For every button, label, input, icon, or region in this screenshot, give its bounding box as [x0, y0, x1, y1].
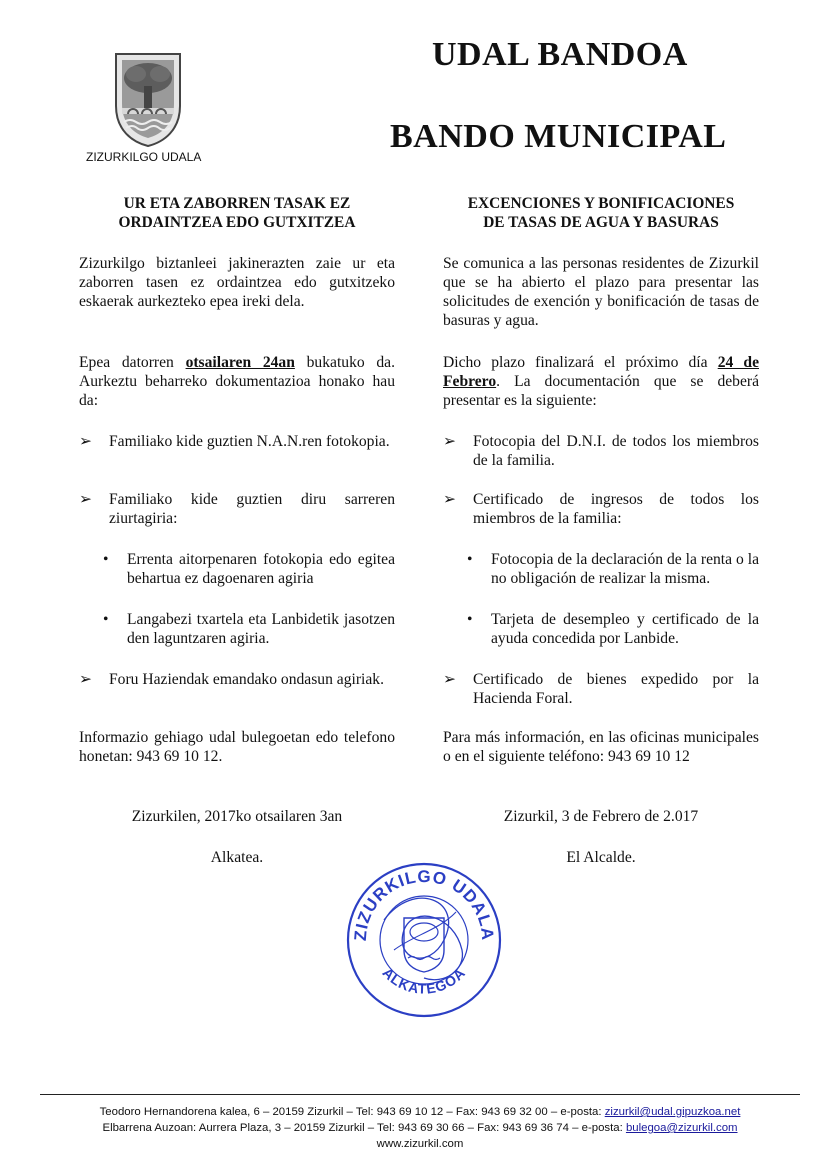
right-info: Para más información, en las oficinas municipales o en el siguiente teléfono: 943 69 10 12	[443, 729, 759, 765]
right-item-2-text: Certificado de ingresos de todos los miembros de la familia:	[473, 491, 759, 527]
right-item-1-text: Fotocopia del D.N.I. de todos los miembros de la familia.	[473, 433, 759, 469]
left-item-2-text: Familiako kide guztien diru sarreren ziurtagiria:	[109, 491, 395, 527]
right-item-2	[443, 490, 759, 530]
left-item-1	[79, 432, 395, 472]
title-basque: UDAL BANDOA	[432, 36, 688, 73]
right-deadline-post: . La documentación que se deberá presentar es la siguiente:	[443, 373, 759, 409]
right-sub-1	[443, 550, 759, 590]
right-sub-2	[443, 610, 759, 650]
arrow-bullet-icon: ➢	[443, 433, 457, 450]
left-deadline-date: otsailaren 24an	[185, 354, 295, 371]
municipal-crest-logo	[108, 48, 188, 148]
left-sub-2	[79, 610, 395, 650]
stamp-bottom-text: ALKATEGOA	[379, 964, 469, 997]
left-intro: Zizurkilgo biztanleei jakinerazten zaie ur eta zaborren tasen ez ordaintzea edo gutxitzeko eskaerak aurkezteko epea ireki dela.	[79, 255, 395, 310]
footer-line-2	[40, 1120, 800, 1136]
svg-text:ZIZURKILGO UDALA	[351, 867, 498, 942]
left-heading-line-1: UR ETA ZABORREN TASAK EZ	[123, 195, 351, 212]
left-deadline	[79, 353, 395, 410]
right-heading-line-1: EXCENCIONES Y BONIFICACIONES	[467, 195, 735, 212]
svg-text:ALKATEGOA	[379, 964, 468, 996]
left-item-2	[79, 490, 395, 530]
right-item-3-text: Certificado de bienes expedido por la Hacienda Foral.	[473, 671, 759, 707]
footer-website[interactable]: www.zizurkil.com	[376, 1138, 464, 1150]
right-signer: El Alcalde.	[566, 849, 636, 866]
right-deadline	[443, 353, 759, 410]
left-deadline-pre: Epea datorren	[79, 354, 186, 371]
arrow-bullet-icon: ➢	[443, 491, 457, 508]
bullet-dot-icon: •	[467, 551, 473, 568]
right-heading	[443, 194, 759, 232]
right-intro: Se comunica a las personas residentes de Zizurkil que se ha abierto el plazo para presentar las solicitudes de exención y bonificación de tasas de basuras y agua.	[443, 255, 759, 329]
official-stamp-seal	[344, 860, 504, 1020]
bullet-dot-icon: •	[103, 611, 109, 628]
left-heading-line-2: ORDAINTZEA EDO GUTXITZEA	[118, 214, 356, 231]
left-date: Zizurkilen, 2017ko otsailaren 3an	[131, 808, 343, 825]
right-sub-1-text: Fotocopia de la declaración de la renta o la no obligación de realizar la misma.	[491, 551, 759, 587]
right-heading-line-2: DE TASAS DE AGUA Y BASURAS	[483, 214, 719, 231]
right-deadline-date: 24 de Febrero	[443, 354, 760, 390]
arrow-bullet-icon: ➢	[443, 671, 457, 688]
footer-line-1-text: Teodoro Hernandorena kalea, 6 – 20159 Zizurkil – Tel: 943 69 10 12 – Fax: 943 69 32 00 – e-posta:	[99, 1106, 605, 1118]
left-sub-1	[79, 550, 395, 590]
left-signer: Alkatea.	[210, 849, 264, 866]
left-deadline-post: bukatuko da. Aurkeztu beharreko dokumentazioa honako hau da:	[79, 354, 395, 409]
left-sub-1-text: Errenta aitorpenaren fotokopia edo egitea behartua ez dagoenaren agiria	[127, 551, 395, 587]
left-heading	[79, 194, 395, 232]
footer-line-1	[40, 1104, 800, 1120]
left-info: Informazio gehiago udal bulegoetan edo telefono honetan: 943 69 10 12.	[79, 729, 395, 765]
footer-email-link-2[interactable]: bulegoa@zizurkil.com	[625, 1122, 738, 1134]
town-name: ZIZURKILGO UDALA	[86, 150, 202, 164]
left-item-1-text: Familiako kide guztien N.A.N.ren fotokopia.	[109, 433, 390, 450]
bullet-dot-icon: •	[103, 551, 109, 568]
right-item-1	[443, 432, 759, 472]
right-deadline-pre: Dicho plazo finalizará el próximo día	[443, 354, 718, 371]
left-sub-2-text: Langabezi txartela eta Lanbidetik jasotzen den laguntzaren agiria.	[127, 611, 395, 647]
footer-email-link-1[interactable]: zizurkil@udal.gipuzkoa.net	[604, 1106, 741, 1118]
right-item-3	[443, 670, 759, 710]
left-item-3	[79, 670, 395, 710]
arrow-bullet-icon: ➢	[79, 671, 93, 688]
arrow-bullet-icon: ➢	[79, 433, 93, 450]
right-date: Zizurkil, 3 de Febrero de 2.017	[503, 808, 699, 825]
footer-line-2-text: Elbarrena Auzoan: Aurrera Plaza, 3 – 20159 Zizurkil – Tel: 943 69 30 66 – Fax: 943 69 36 74 – e-posta:	[102, 1122, 626, 1134]
title-spanish: BANDO MUNICIPAL	[390, 118, 727, 155]
bullet-dot-icon: •	[467, 611, 473, 628]
arrow-bullet-icon: ➢	[79, 491, 93, 508]
left-item-3-text: Foru Haziendak emandako ondasun agiriak.	[109, 671, 384, 688]
right-sub-2-text: Tarjeta de desempleo y certificado de la ayuda concedida por Lanbide.	[491, 611, 759, 647]
footer-divider	[40, 1094, 800, 1095]
stamp-top-text: ZIZURKILGO UDALA	[350, 866, 498, 942]
